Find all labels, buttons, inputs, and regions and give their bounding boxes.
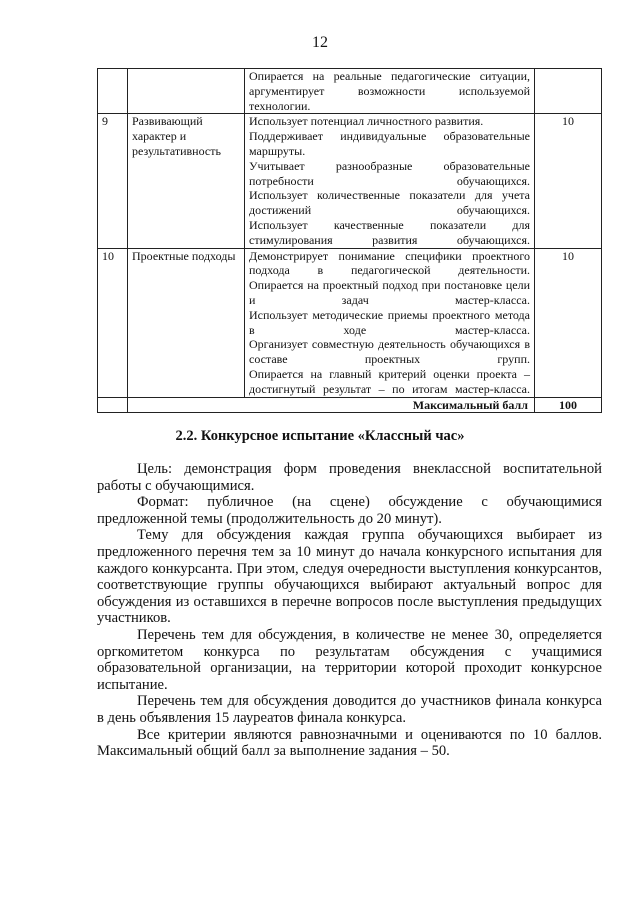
- indicator-text: Использует качественные показатели для стимулирования развития обучающихся.: [249, 217, 530, 247]
- table-row: [98, 69, 602, 114]
- criterion-score: 10: [535, 248, 602, 397]
- paragraph-topic-selection: Тему для обсуждения каждая группа обучающихся выбирает из предложенного перечня тем за 10 минут до начала конкурсного испытания для каждого конкурсанта. При этом, следуя очередности выступления конкурсантов, соответствующие группы обучающихся выбирают актуальный вопрос для обсуждения из оставшихся в перечне вопросов после выступления предыдущих участников.: [97, 527, 602, 627]
- indicator-text: Опирается на главный критерий оценки проекта – достигнутый результат – по итогам мастер-класса.: [249, 366, 530, 396]
- criterion-number: 9: [98, 114, 128, 248]
- page-number: 12: [312, 34, 328, 51]
- indicator-text: Использует количественные показатели для учета достижений обучающихся.: [249, 188, 530, 218]
- paragraph-scoring: Все критерии являются равнозначными и оцениваются по 10 баллов. Максимальный общий балл за выполнение задания – 50.: [97, 726, 602, 760]
- paragraph-topic-announcement: Перечень тем для обсуждения доводится до участников финала конкурса в день объявления 15 лауреатов финала конкурса.: [97, 693, 602, 726]
- indicators-cell: [245, 114, 535, 248]
- indicator-text: Поддерживает индивидуальные образовательные маршруты.: [249, 129, 530, 158]
- criterion-name-cell: [128, 69, 245, 114]
- indicator-text: Опирается на реальные педагогические ситуации, аргументирует возможности используемой технологии.: [249, 69, 530, 113]
- max-score-value: 100: [535, 397, 602, 413]
- indicator-text: Опирается на проектный подход при постановке цели и задач мастер-класса.: [249, 278, 530, 307]
- section-body: [97, 461, 602, 760]
- indicator-text: Демонстрирует понимание специфики проектного подхода в педагогической деятельности.: [249, 248, 530, 278]
- paragraph-topic-list: Перечень тем для обсуждения, в количестве не менее 30, определяется оргкомитетом конкурса по результатам обсуждения с учащимися образовательной организации, на территории которой проходит конкурсное испытание.: [97, 626, 602, 693]
- max-score-label: Максимальный балл: [128, 397, 535, 413]
- score-cell: [535, 69, 602, 114]
- criterion-name: Развивающий характер и результативность: [128, 114, 245, 248]
- criterion-number-cell: [98, 69, 128, 114]
- paragraph-goal: Цель: демонстрация форм проведения внеклассной воспитательной работы с обучающимися.: [97, 461, 602, 494]
- criterion-name: Проектные подходы: [128, 248, 245, 397]
- table-row: [98, 248, 602, 397]
- criterion-number: 10: [98, 248, 128, 397]
- section-heading: 2.2. Конкурсное испытание «Классный час»: [175, 428, 465, 444]
- indicator-text: Организует совместную деятельность обучающихся в составе проектных групп.: [249, 337, 530, 367]
- indicators-cell: [245, 248, 535, 397]
- criterion-score: 10: [535, 114, 602, 248]
- empty-cell: [98, 397, 128, 413]
- criteria-table: [97, 68, 602, 413]
- indicator-text: Учитывает разнообразные образовательные потребности обучающихся.: [249, 158, 530, 188]
- indicators-cell: [245, 69, 535, 114]
- indicator-text: Использует потенциал личностного развития.: [249, 114, 484, 129]
- paragraph-format: Формат: публичное (на сцене) обсуждение с обучающимися предложенной темы (продолжительность до 20 минут).: [97, 494, 602, 527]
- table-total-row: [98, 397, 602, 413]
- indicator-text: Использует методические приемы проектного метода в ходе мастер-класса.: [249, 307, 530, 337]
- table-row: [98, 114, 602, 248]
